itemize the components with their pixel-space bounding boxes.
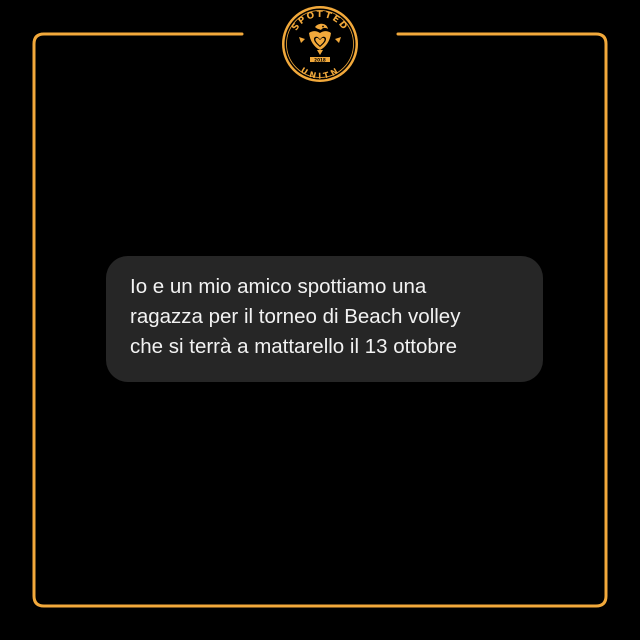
logo-top-text: SPOTTED: [290, 9, 350, 33]
logo-bottom-text: UNITN: [299, 65, 341, 81]
spotted-unitn-logo: [279, 3, 361, 85]
logo-ribbon-text: 2018: [314, 57, 326, 63]
message-bubble: [106, 256, 543, 382]
message-text: Io e un mio amico spottiamo una ragazza per il torneo di Beach volley che si terrà a mattarello il 13 ottobre: [130, 275, 461, 358]
